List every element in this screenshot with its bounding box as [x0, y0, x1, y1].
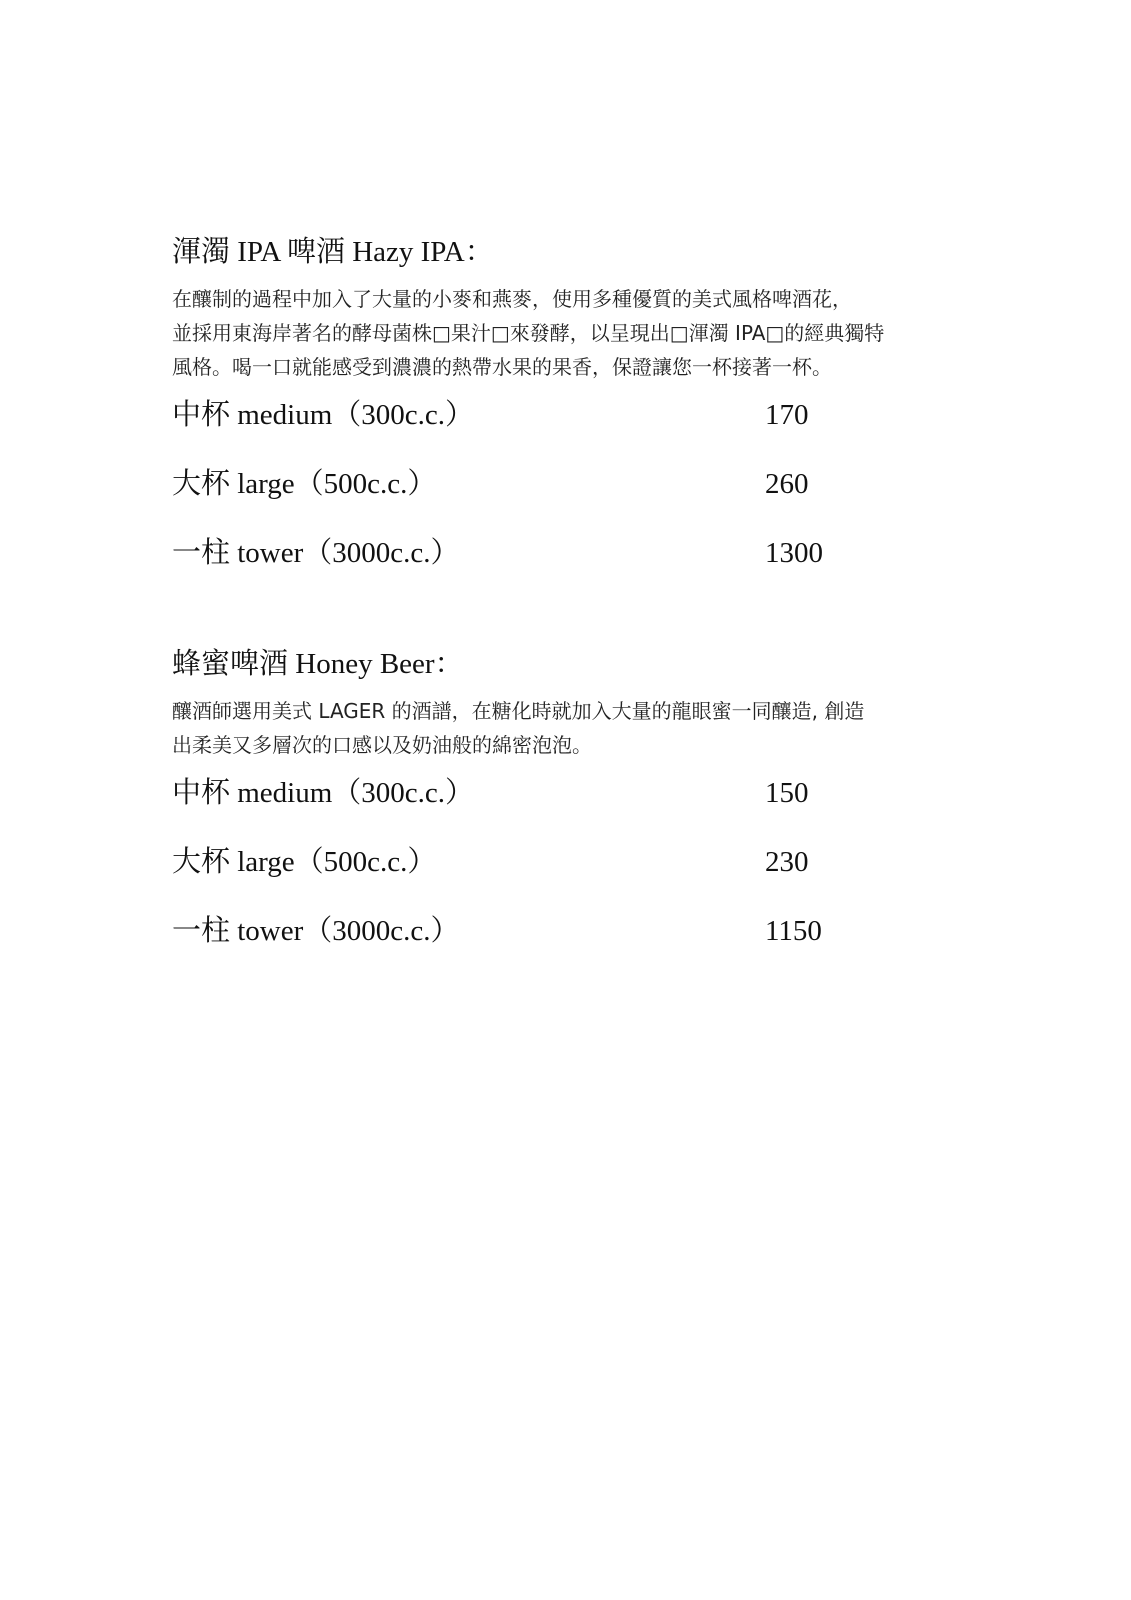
price-row-tower: [172, 904, 972, 973]
price-row-medium: [172, 766, 972, 835]
menu-section-hazy-ipa: [172, 232, 972, 595]
size-label: 中杯 medium（300c.c.）: [172, 399, 475, 431]
price-row-large: [172, 835, 972, 904]
size-label: 中杯 medium（300c.c.）: [172, 777, 475, 809]
description-line: 在釀制的過程中加入了大量的小麥和燕麥，使用多種優質的美式風格啤酒花，: [172, 287, 852, 311]
description-line: 並採用東海岸著名的酵母菌株□果汁□來發酵，以呈現出□渾濁 IPA□的經典獨特: [172, 321, 885, 345]
size-label: 大杯 large（500c.c.）: [172, 846, 437, 878]
price-row-large: [172, 457, 972, 526]
menu-section-honey-beer: [172, 644, 972, 973]
price-value: 1300: [765, 537, 823, 569]
section-title: 渾濁 IPA 啤酒 Hazy IPA：: [172, 236, 494, 268]
description-line: 風格。喝一口就能感受到濃濃的熱帶水果的果香，保證讓您一杯接著一杯。: [172, 355, 832, 379]
size-label: 一柱 tower（3000c.c.）: [172, 537, 460, 569]
price-row-medium: [172, 388, 972, 457]
price-value: 150: [765, 777, 809, 809]
price-value: 230: [765, 846, 809, 878]
section-description: [172, 694, 962, 762]
description-line: 出柔美又多層次的口感以及奶油般的綿密泡泡。: [172, 733, 592, 757]
size-label: 一柱 tower（3000c.c.）: [172, 915, 460, 947]
section-description: [172, 282, 962, 384]
price-row-tower: [172, 526, 972, 595]
price-value: 170: [765, 399, 809, 431]
section-title: 蜂蜜啤酒 Honey Beer：: [172, 648, 464, 680]
size-label: 大杯 large（500c.c.）: [172, 468, 437, 500]
price-value: 260: [765, 468, 809, 500]
price-list: [172, 388, 972, 595]
description-line: 釀酒師選用美式 LAGER 的酒譜，在糖化時就加入大量的龍眼蜜一同釀造, 創造: [172, 699, 865, 723]
price-value: 1150: [765, 915, 822, 947]
price-list: [172, 766, 972, 973]
